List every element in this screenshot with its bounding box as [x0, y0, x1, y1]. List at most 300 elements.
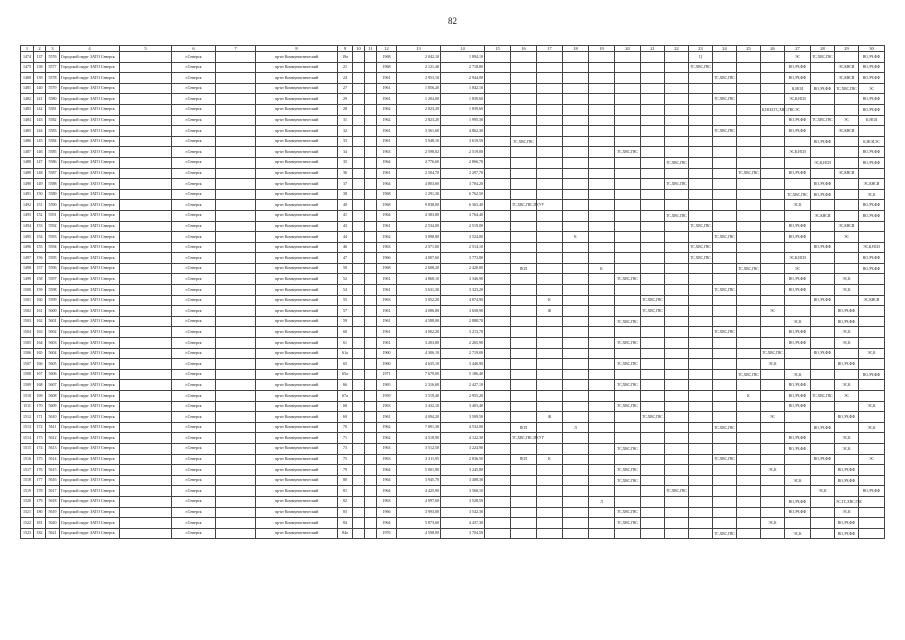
table-cell — [811, 94, 835, 105]
table-cell — [511, 338, 537, 349]
table-cell — [641, 285, 665, 296]
table-cell: пр-кт Коммунистический — [256, 157, 338, 168]
table-cell — [811, 73, 835, 84]
table-cell — [761, 189, 785, 200]
table-cell: 1486 — [21, 136, 34, 147]
table-cell — [365, 157, 377, 168]
table-cell: г.Северск — [172, 136, 216, 147]
table-cell: 2 719,00 — [441, 348, 485, 359]
table-cell — [835, 104, 859, 115]
table-cell — [353, 369, 365, 380]
table-row — [21, 200, 885, 211]
table-cell: 4 094,20 — [397, 412, 441, 423]
table-cell — [563, 433, 589, 444]
table-cell: 36 — [338, 168, 353, 179]
table-row — [21, 401, 885, 412]
table-cell: Городской округ ЗАТО Северск — [60, 200, 120, 211]
table-cell: ЭС,К — [835, 327, 859, 338]
table-cell: 2 571,00 — [397, 242, 441, 253]
table-cell: 2 316,60 — [397, 380, 441, 391]
table-cell — [689, 136, 713, 147]
table-cell — [120, 295, 172, 306]
table-cell — [811, 327, 835, 338]
table-row — [21, 391, 885, 402]
table-cell: пр-кт Коммунистический — [256, 263, 338, 274]
table-cell — [563, 126, 589, 137]
table-cell — [737, 285, 761, 296]
table-cell — [589, 179, 615, 190]
column-header: 16 — [511, 46, 537, 52]
table-cell: пр-кт Коммунистический — [256, 507, 338, 518]
table-cell — [689, 433, 713, 444]
table-cell: 171 — [34, 412, 46, 423]
table-cell — [641, 83, 665, 94]
table-cell: 1501 — [21, 295, 34, 306]
table-cell: 71 — [338, 433, 353, 444]
table-cell — [835, 401, 859, 412]
table-cell — [511, 210, 537, 221]
table-cell — [353, 380, 365, 391]
table-cell: 1962 — [377, 433, 397, 444]
table-cell: 5616 — [46, 475, 60, 486]
table-cell: Городской округ ЗАТО Северск — [60, 285, 120, 296]
table-cell — [537, 369, 563, 380]
table-cell — [120, 83, 172, 94]
table-cell — [689, 115, 713, 126]
table-cell — [365, 285, 377, 296]
table-cell — [537, 83, 563, 94]
table-cell: 2 718,80 — [441, 62, 485, 73]
table-cell — [761, 94, 785, 105]
table-cell — [665, 94, 689, 105]
table-cell — [665, 285, 689, 296]
table-cell — [785, 157, 811, 168]
table-cell — [665, 391, 689, 402]
table-cell: 80 — [338, 475, 353, 486]
table-cell — [665, 528, 689, 539]
table-cell — [563, 104, 589, 115]
table-cell: 34 — [338, 147, 353, 158]
table-cell — [120, 338, 172, 349]
table-cell: г.Северск — [172, 412, 216, 423]
table-cell: 3 524,00 — [441, 232, 485, 243]
table-cell — [537, 147, 563, 158]
table-cell: ТС,ХВС,ГВС — [615, 380, 641, 391]
table-cell — [589, 316, 615, 327]
table-cell: 154 — [34, 232, 46, 243]
table-cell: пр-кт Коммунистический — [256, 306, 338, 317]
table-cell — [120, 253, 172, 264]
table-row — [21, 338, 885, 349]
table-cell — [216, 327, 256, 338]
table-cell — [537, 62, 563, 73]
table-row — [21, 359, 885, 370]
table-cell — [737, 210, 761, 221]
table-cell: 1960 — [377, 359, 397, 370]
table-cell: Л — [563, 422, 589, 433]
table-cell: 144 — [34, 126, 46, 137]
table-cell: Городской округ ЗАТО Северск — [60, 62, 120, 73]
table-cell: Городской округ ЗАТО Северск — [60, 454, 120, 465]
table-cell — [563, 274, 589, 285]
table-cell: 1493 — [21, 210, 34, 221]
table-cell: 2 519,00 — [441, 221, 485, 232]
table-cell: ТС,ХВС,ГВС — [713, 126, 737, 137]
column-header: 21 — [641, 46, 665, 52]
column-header: 2 — [34, 46, 46, 52]
table-cell: 5611 — [46, 422, 60, 433]
table-cell — [537, 115, 563, 126]
table-cell — [537, 528, 563, 539]
table-cell — [689, 104, 713, 115]
table-cell: ТС,ХВС,ГВС — [615, 274, 641, 285]
table-cell: г.Северск — [172, 465, 216, 476]
table-cell — [615, 348, 641, 359]
table-cell — [563, 316, 589, 327]
table-cell — [737, 338, 761, 349]
table-cell: ЭС,К — [785, 528, 811, 539]
table-cell: ТС,ХВС,ГВС — [665, 210, 689, 221]
table-cell — [365, 348, 377, 359]
table-cell: ТС,ХВС,ГВС,ПУ,УУ — [511, 200, 537, 211]
table-cell — [511, 104, 537, 115]
table-cell — [511, 412, 537, 423]
table-cell — [563, 486, 589, 497]
table-cell — [859, 327, 885, 338]
table-cell — [563, 253, 589, 264]
table-cell: ЭС — [835, 232, 859, 243]
table-cell: ТС,ХВС,ГВС — [641, 295, 665, 306]
table-cell — [665, 221, 689, 232]
table-cell — [365, 147, 377, 158]
table-cell — [353, 348, 365, 359]
table-cell: 1961 — [377, 306, 397, 317]
table-cell: 5596 — [46, 263, 60, 274]
table-cell — [216, 454, 256, 465]
table-cell: ЭС — [761, 412, 785, 423]
table-cell — [713, 348, 737, 359]
table-cell — [811, 232, 835, 243]
table-cell — [537, 391, 563, 402]
table-row — [21, 454, 885, 465]
table-cell — [485, 189, 511, 200]
table-row — [21, 126, 885, 137]
table-cell: 140 — [34, 83, 46, 94]
table-cell — [835, 263, 859, 274]
table-cell — [353, 274, 365, 285]
table-cell: 3 052,20 — [397, 295, 441, 306]
table-cell: ЭС,К,НСИ — [859, 242, 885, 253]
table-cell: 176 — [34, 465, 46, 476]
column-header: 5 — [120, 46, 172, 52]
table-cell — [615, 210, 641, 221]
table-cell — [589, 412, 615, 423]
table-cell — [811, 168, 835, 179]
table-cell — [216, 465, 256, 476]
table-cell: ВО,ЭЧ,ФФ — [835, 518, 859, 529]
table-cell — [641, 274, 665, 285]
table-cell — [689, 486, 713, 497]
table-cell: ТС,ХВС,ГВС — [615, 401, 641, 412]
table-cell: ЭС — [785, 52, 811, 63]
table-cell — [563, 327, 589, 338]
table-cell — [689, 168, 713, 179]
table-cell: К,НСИ,ТС,ХВС,ГВС — [761, 104, 785, 115]
table-cell: 1961 — [377, 274, 397, 285]
table-cell — [641, 253, 665, 264]
table-cell — [713, 104, 737, 115]
table-cell: ТС,ХВС,ГВС — [615, 316, 641, 327]
table-cell — [785, 348, 811, 359]
table-cell: Городской округ ЗАТО Северск — [60, 380, 120, 391]
table-cell — [511, 486, 537, 497]
table-cell: К — [537, 454, 563, 465]
table-cell — [485, 496, 511, 507]
table-cell — [120, 274, 172, 285]
table-cell — [485, 157, 511, 168]
table-cell: ЭС — [835, 115, 859, 126]
table-cell — [665, 274, 689, 285]
table-cell: Городской округ ЗАТО Северск — [60, 115, 120, 126]
table-cell — [485, 528, 511, 539]
table-cell — [537, 73, 563, 84]
table-cell — [365, 210, 377, 221]
table-cell: 1507 — [21, 359, 34, 370]
table-cell — [761, 295, 785, 306]
table-cell — [485, 327, 511, 338]
table-cell — [485, 465, 511, 476]
table-cell — [737, 433, 761, 444]
table-cell: пр-кт Коммунистический — [256, 401, 338, 412]
table-cell — [665, 518, 689, 529]
table-cell — [761, 401, 785, 412]
table-cell — [511, 147, 537, 158]
column-header: 12 — [377, 46, 397, 52]
table-cell — [537, 285, 563, 296]
table-cell: 180 — [34, 507, 46, 518]
table-cell: ЭС,К — [785, 369, 811, 380]
table-cell — [811, 433, 835, 444]
table-cell: пр-кт Коммунистический — [256, 210, 338, 221]
table-cell — [589, 338, 615, 349]
table-cell — [589, 147, 615, 158]
table-cell — [859, 475, 885, 486]
table-cell: 1968 — [377, 263, 397, 274]
table-cell: пр-кт Коммунистический — [256, 242, 338, 253]
table-cell: 178 — [34, 486, 46, 497]
table-cell: ВО,ЭЧ,ФФ — [835, 412, 859, 423]
table-cell: пр-кт Коммунистический — [256, 253, 338, 264]
table-cell: ТС,ХВС,ГВС — [689, 242, 713, 253]
table-cell — [737, 126, 761, 137]
table-cell — [737, 179, 761, 190]
table-cell — [737, 348, 761, 359]
table-cell: ЭС,К,НСИ — [785, 94, 811, 105]
table-cell — [689, 454, 713, 465]
table-cell: ТС,ХВС,ГВС — [737, 369, 761, 380]
table-cell: ЭС — [835, 391, 859, 402]
table-cell — [713, 242, 737, 253]
table-cell — [665, 327, 689, 338]
table-cell — [120, 157, 172, 168]
table-cell — [689, 157, 713, 168]
column-header: 19 — [589, 46, 615, 52]
table-row — [21, 327, 885, 338]
table-cell — [713, 465, 737, 476]
table-cell — [365, 295, 377, 306]
column-header: 6 — [172, 46, 216, 52]
table-cell — [216, 232, 256, 243]
table-cell: г.Северск — [172, 380, 216, 391]
table-cell — [811, 104, 835, 115]
table-cell: Городской округ ЗАТО Северск — [60, 157, 120, 168]
table-cell: 1962 — [377, 232, 397, 243]
table-cell: Городской округ ЗАТО Северск — [60, 401, 120, 412]
table-cell: 5585 — [46, 147, 60, 158]
table-cell: г.Северск — [172, 518, 216, 529]
table-cell: 1964 — [377, 179, 397, 190]
table-cell — [689, 327, 713, 338]
table-cell: ТС,ХВС,ГВС — [615, 147, 641, 158]
table-row — [21, 348, 885, 359]
table-cell — [485, 115, 511, 126]
table-cell — [811, 126, 835, 137]
table-cell — [353, 316, 365, 327]
table-cell: 1961 — [377, 285, 397, 296]
table-cell — [511, 316, 537, 327]
table-cell: Городской округ ЗАТО Северск — [60, 518, 120, 529]
table-cell: 4 518,90 — [397, 433, 441, 444]
table-cell — [563, 306, 589, 317]
table-cell — [563, 168, 589, 179]
table-cell — [353, 147, 365, 158]
table-cell: пр-кт Коммунистический — [256, 391, 338, 402]
table-cell: 81 — [338, 486, 353, 497]
table-cell — [737, 518, 761, 529]
table-cell — [641, 147, 665, 158]
table-cell — [216, 126, 256, 137]
table-cell — [689, 412, 713, 423]
table-cell — [216, 94, 256, 105]
table-cell: г.Северск — [172, 83, 216, 94]
table-cell — [537, 104, 563, 115]
table-cell: пр-кт Коммунистический — [256, 528, 338, 539]
table-cell: пр-кт Коммунистический — [256, 285, 338, 296]
table-cell: ТС,ХВС,ГВС — [737, 168, 761, 179]
table-cell — [713, 115, 737, 126]
table-cell: 5614 — [46, 454, 60, 465]
table-cell: 1968 — [377, 189, 397, 200]
table-cell — [615, 369, 641, 380]
table-cell — [641, 327, 665, 338]
table-cell: 61а — [338, 348, 353, 359]
table-cell — [485, 253, 511, 264]
table-cell: 1502 — [21, 306, 34, 317]
table-cell — [589, 465, 615, 476]
table-cell — [689, 263, 713, 274]
table-cell: 3 346,90 — [441, 274, 485, 285]
table-cell: ВО,ЭЧ,ФФ — [859, 62, 885, 73]
table-cell: ЭС,ТС,ХВС,ГВС — [835, 496, 859, 507]
table-cell: 5612 — [46, 433, 60, 444]
table-cell — [563, 147, 589, 158]
table-cell: ВО,ЭЧ,ФФ — [785, 274, 811, 285]
table-cell: 4 874,90 — [441, 295, 485, 306]
column-header: 29 — [835, 46, 859, 52]
table-cell — [485, 348, 511, 359]
table-cell: пр-кт Коммунистический — [256, 274, 338, 285]
table-cell: 182 — [34, 528, 46, 539]
table-cell: пр-кт Коммунистический — [256, 295, 338, 306]
table-cell: пр-кт Коммунистический — [256, 465, 338, 476]
table-cell — [537, 422, 563, 433]
table-cell — [589, 380, 615, 391]
table-cell: г.Северск — [172, 179, 216, 190]
table-cell — [811, 263, 835, 274]
table-cell: 1504 — [21, 327, 34, 338]
table-cell — [365, 179, 377, 190]
table-cell: ТС,ХВС,ГВС — [737, 263, 761, 274]
table-cell: 1964 — [377, 157, 397, 168]
table-cell: г.Северск — [172, 62, 216, 73]
table-cell — [511, 168, 537, 179]
table-cell: 4 007,60 — [397, 253, 441, 264]
table-cell — [216, 104, 256, 115]
table-cell — [353, 221, 365, 232]
table-cell — [120, 189, 172, 200]
table-cell — [563, 380, 589, 391]
table-cell — [713, 486, 737, 497]
table-cell — [216, 528, 256, 539]
table-cell — [713, 221, 737, 232]
table-cell: 5602 — [46, 327, 60, 338]
table-cell — [511, 62, 537, 73]
column-header: 18 — [563, 46, 589, 52]
table-cell: ТС,ХВС,ГВС — [615, 338, 641, 349]
table-cell: 2 519,00 — [441, 147, 485, 158]
table-cell: ТС,ХВС,ГВС — [785, 189, 811, 200]
table-cell: Городской округ ЗАТО Северск — [60, 327, 120, 338]
table-cell: 1964 — [377, 465, 397, 476]
table-cell: 2 608,20 — [397, 263, 441, 274]
table-cell — [615, 157, 641, 168]
table-cell — [563, 221, 589, 232]
table-cell: пр-кт Коммунистический — [256, 62, 338, 73]
table-cell: г.Северск — [172, 316, 216, 327]
table-cell: ВО,ЭЧ,ФФ — [835, 306, 859, 317]
table-cell — [216, 179, 256, 190]
table-cell — [665, 507, 689, 518]
table-cell: г.Северск — [172, 274, 216, 285]
table-cell — [120, 327, 172, 338]
table-cell — [785, 136, 811, 147]
table-cell — [353, 242, 365, 253]
table-cell: ЭС,К — [859, 348, 885, 359]
table-cell: пр-кт Коммунистический — [256, 327, 338, 338]
table-cell — [511, 327, 537, 338]
table-cell: ЭС,К,НСИ — [811, 157, 835, 168]
table-cell — [365, 253, 377, 264]
table-cell — [589, 518, 615, 529]
table-cell — [713, 263, 737, 274]
table-cell: 1961 — [377, 94, 397, 105]
table-cell: 32 — [338, 126, 353, 137]
table-cell — [761, 253, 785, 264]
table-cell: 3 528,50 — [441, 496, 485, 507]
table-cell — [641, 179, 665, 190]
table-cell: 84 — [338, 518, 353, 529]
table-cell — [589, 295, 615, 306]
